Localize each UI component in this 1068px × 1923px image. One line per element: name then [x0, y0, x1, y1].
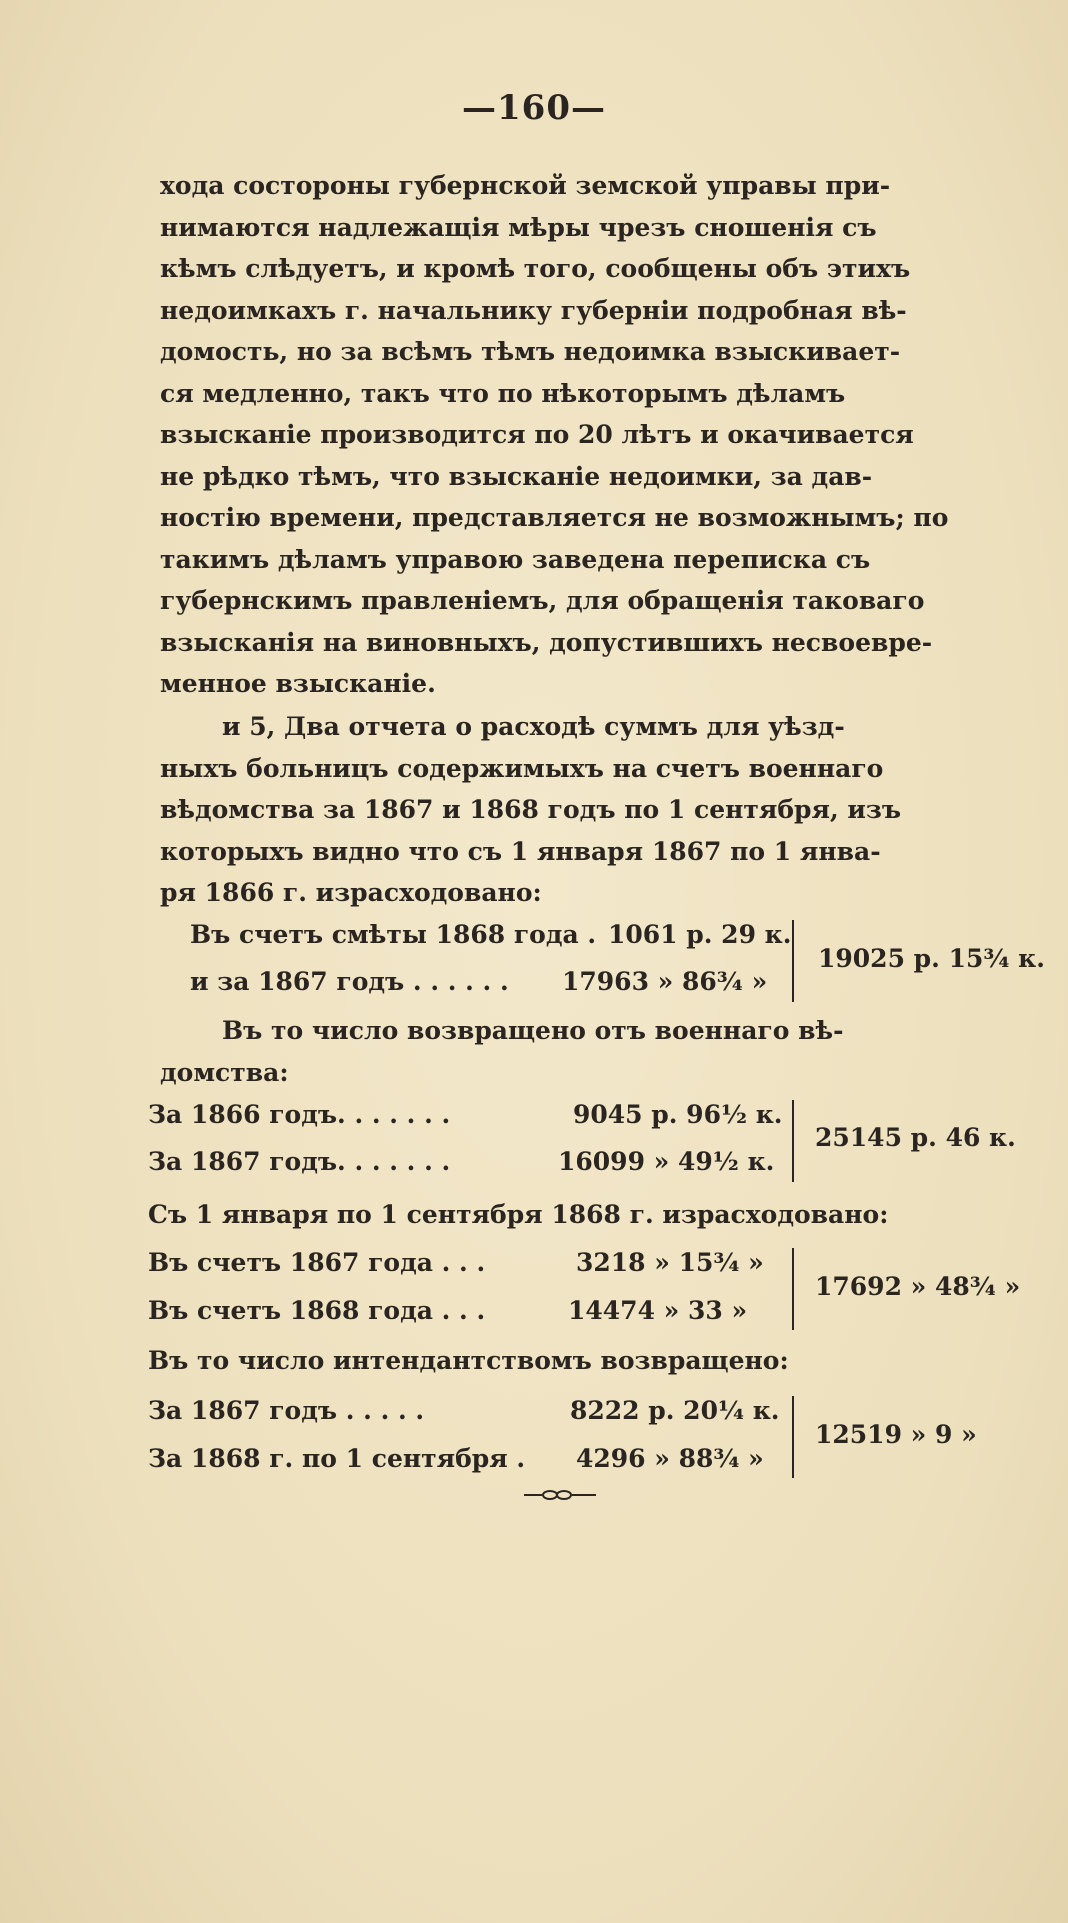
- paragraph-line: и 5, Два отчета о расходѣ суммъ для уѣзд-: [222, 712, 845, 741]
- row-amount: 8222 р. 20¼ к.: [570, 1396, 780, 1425]
- paragraph-line: такимъ дѣламъ управою заведена переписка съ: [160, 544, 871, 574]
- row-amount: 1061 р. 29 к.: [608, 920, 792, 949]
- paragraph-line: Въ то число возвращено отъ военнаго вѣ-: [222, 1016, 844, 1045]
- row-amount: 3218 » 15¾ »: [576, 1248, 764, 1277]
- group-total: 17692 » 48¾ »: [815, 1272, 1021, 1301]
- paragraph-1: [160, 165, 949, 705]
- paragraph-line: ныхъ больницъ содержимыхъ на счетъ военнаго: [160, 753, 884, 783]
- row-amount: 9045 р. 96½ к.: [573, 1100, 783, 1129]
- brace: [792, 920, 794, 1002]
- paragraph-line: нимаются надлежащія мѣры чрезъ сношенія съ: [160, 212, 877, 242]
- row-label: Въ счетъ 1868 года . . .: [148, 1296, 486, 1325]
- returned-heading: [160, 1010, 844, 1093]
- spent-heading: Съ 1 января по 1 сентября 1868 г. израсходовано:: [148, 1200, 889, 1229]
- row-amount: 14474 » 33 »: [568, 1296, 748, 1325]
- row-amount: 17963 » 86¾ »: [562, 967, 768, 996]
- row-label: За 1868 г. по 1 сентября .: [148, 1444, 526, 1473]
- paragraph-line: кѣмъ слѣдуетъ, и кромѣ того, сообщены объ этихъ: [160, 254, 911, 283]
- group-total: 12519 » 9 »: [815, 1420, 977, 1449]
- paragraph-line: хода состороны губернской земской управы при-: [160, 171, 891, 200]
- brace: [792, 1100, 794, 1182]
- row-amount: 4296 » 88¾ »: [576, 1444, 764, 1473]
- paragraph-line: ся медленно, такъ что по нѣкоторымъ дѣламъ: [160, 378, 846, 408]
- paragraph-line: которыхъ видно что съ 1 января 1867 по 1 янва-: [160, 836, 881, 866]
- row-amount: 16099 » 49½ к.: [558, 1147, 775, 1176]
- brace: [792, 1248, 794, 1330]
- group-total: 25145 р. 46 к.: [815, 1123, 1016, 1152]
- paragraph-line: губернскимъ правленіемъ, для обращенія таковаго: [160, 586, 925, 615]
- paragraph-line: взысканіе производится по 20 лѣтъ и окачивается: [160, 420, 914, 449]
- row-label: За 1866 годъ. . . . . . .: [148, 1100, 451, 1129]
- ornament-divider: [524, 1487, 596, 1503]
- paragraph-line: менное взысканіе.: [160, 669, 436, 698]
- row-label: За 1867 годъ . . . . .: [148, 1396, 425, 1425]
- paragraph-line: ностію времени, представляется не возможнымъ; по: [160, 503, 949, 532]
- paragraph-2: [160, 706, 902, 914]
- row-label: Въ счетъ 1867 года . . .: [148, 1248, 486, 1277]
- row-label: и за 1867 годъ . . . . . .: [190, 967, 509, 996]
- paragraph-line: домства:: [160, 1057, 289, 1087]
- paragraph-line: домость, но за всѣмъ тѣмъ недоимка взыскивает-: [160, 337, 901, 366]
- group-total: 19025 р. 15¾ к.: [818, 944, 1045, 973]
- paragraph-line: ря 1866 г. израсходовано:: [160, 878, 542, 907]
- paragraph-line: вѣдомства за 1867 и 1868 годъ по 1 сентября, изъ: [160, 795, 902, 824]
- paragraph-line: не рѣдко тѣмъ, что взысканіе недоимки, за дав-: [160, 461, 873, 491]
- returned-heading: Въ то число интендантствомъ возвращено:: [148, 1346, 789, 1375]
- brace: [792, 1396, 794, 1478]
- row-label: За 1867 годъ. . . . . . .: [148, 1147, 451, 1176]
- paragraph-line: взысканія на виновныхъ, допустившихъ несвоевре-: [160, 627, 933, 657]
- bleed-through-text: [955, 160, 1068, 1390]
- paragraph-line: недоимкахъ г. начальнику губерніи подробная вѣ-: [160, 295, 907, 325]
- row-label: Въ счетъ смѣты 1868 года .: [190, 920, 597, 949]
- page-number: —160—: [462, 88, 606, 128]
